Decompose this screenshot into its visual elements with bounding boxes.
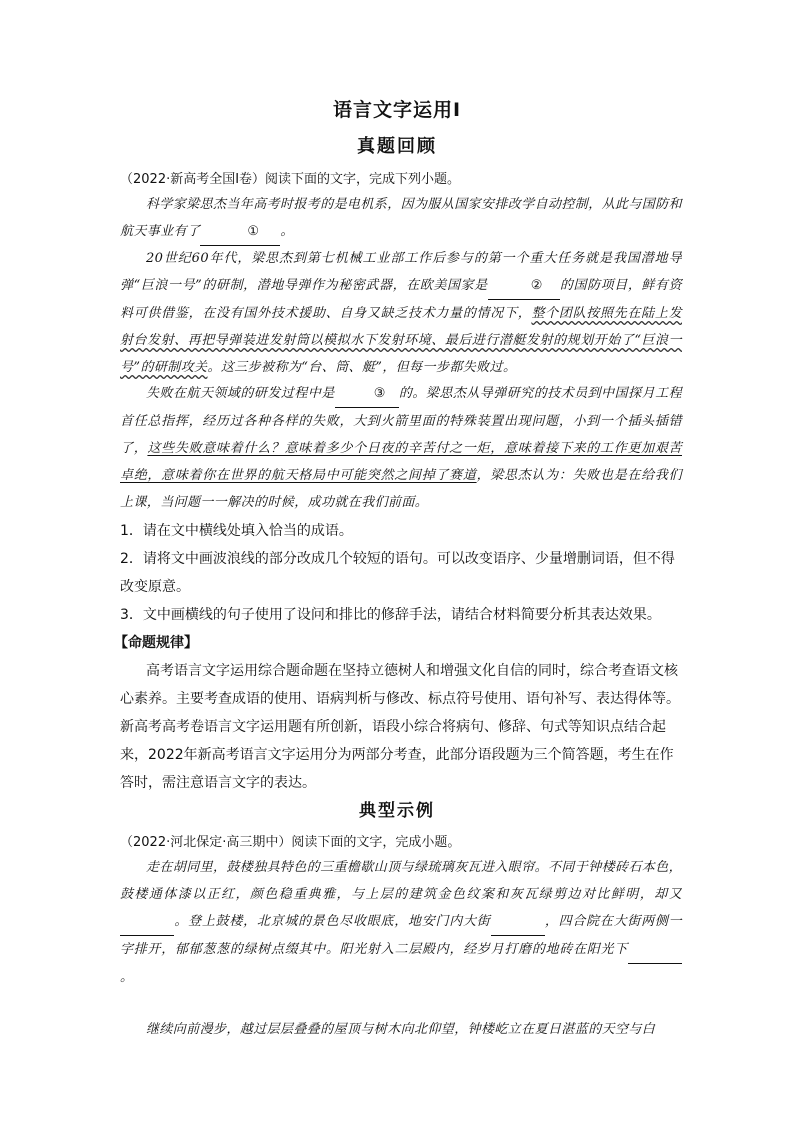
- section-heading-example: 典型示例: [359, 801, 435, 821]
- wavy-underlined-sentence: 整个团队按照先在陆上发射台发射、再把导弹装进发射筒以模拟水下发射环境、最后进行潜艇发射的规划开始了“巨浪一号”的研制攻关: [120, 306, 682, 375]
- example-paragraph-2: 继续向前漫步，越过层层叠叠的屋顶与树木向北仰望，钟楼屹立在夏日湛蓝的天空与白: [146, 1022, 656, 1037]
- question-item: 1．请在文中横线处填入恰当的成语。: [120, 523, 353, 539]
- example-blank-2: [491, 908, 545, 936]
- example-blank-1: [120, 908, 174, 936]
- page-title: 语言文字运用Ⅰ: [332, 99, 462, 121]
- blank-3: ③: [335, 380, 399, 408]
- blank-2: ②: [488, 272, 560, 300]
- blank-1: ①: [200, 218, 280, 246]
- example-source: （2022·河北保定·高三期中）阅读下面的文字，完成小题。: [120, 835, 461, 850]
- question-item: 2．请将文中画波浪线的部分改成几个较短的语句。可以改变语序、少量增删词语，但不得改变原意。: [120, 551, 675, 595]
- review-paragraph-3: 失败在航天领域的研发过程中是 ③ 的。梁思杰从导弹研究的技术员到中国探月工程首任总指挥，经历过各种各样的失败，大到火箭里面的特殊装置出现问题，小到一个插头插错了，这些失败意味着什么？意味着多少个日夜的辛苦付之一炬，意味着接下来的工作更加艰苦卓绝，意味着你在世界的航天格局中可能突然之间掉了赛道，梁思杰认为：失败也是在给我们上课，当问题一一解决的时候，成功就在我们前面。: [120, 380, 682, 516]
- section-heading-review: 真题回顾: [357, 136, 437, 157]
- review-source: （2022·新高考全国Ⅰ卷）阅读下面的文字，完成下列小题。: [120, 172, 461, 187]
- rule-heading: 【命题规律】: [114, 635, 198, 651]
- example-blank-3: [628, 936, 682, 964]
- straight-underlined-sentence: 这些失败意味着什么？意味着多少个日夜的辛苦付之一炬，意味着接下来的工作更加艰苦卓绝，意味着你在世界的航天格局中可能突然之间掉了赛道: [120, 441, 682, 483]
- example-paragraph-1: 走在胡同里，鼓楼独具特色的三重檐歇山顶与绿琉璃灰瓦进入眼帘。不同于钟楼砖石本色，鼓楼通体漆以正红，颜色稳重典雅，与上层的建筑金色纹案和灰瓦绿剪边对比鲜明，却又 。登上鼓楼，北京城的景色尽收眼底，地安门内大街 ，四合院在大街两侧一字排开，郁郁葱葱的绿树点缀其中。阳光射入二层殿内，经岁月打磨的地砖在阳光下 。: [120, 860, 683, 985]
- review-paragraph-1: 科学家梁思杰当年高考时报考的是电机系，因为服从国家安排改学自动控制，从此与国防和航天事业有了 ① 。: [120, 191, 682, 246]
- rule-text: 高考语言文字运用综合题命题在坚持立德树人和增强文化自信的同时，综合考查语文核心素养。主要考查成语的使用、语病判析与修改、标点符号使用、语句补写、表达得体等。新高考高考卷语言文字运用题有所创新，语段小综合将病句、修辞、句式等知识点结合起来，2022年新高考语言文字运用分为两部分考查，此部分语段题为三个简答题，考生在作答时，需注意语言文字的表达。: [120, 663, 680, 791]
- review-paragraph-2: 20世纪60年代，梁思杰到第七机械工业部工作后参与的第一个重大任务就是我国潜地导弹“巨浪一号”的研制，潜地导弹作为秘密武器，在欧美国家是 ② 的国防项目，鲜有资料可供借鉴，在没有国外技术援助、自身又缺乏技术力量的情况下，整个团队按照先在陆上发射台发射、再把导弹装进发射筒以模拟水下发射环境、最后进行潜艇发射的规划开始了“巨浪一号”的研制攻关。这三步被称为“台、筒、艇”，但每一步都失败过。: [120, 251, 682, 375]
- question-item: 3．文中画横线的句子使用了设问和排比的修辞手法，请结合材料简要分析其表达效果。: [120, 607, 661, 623]
- question-list: [120, 517, 682, 629]
